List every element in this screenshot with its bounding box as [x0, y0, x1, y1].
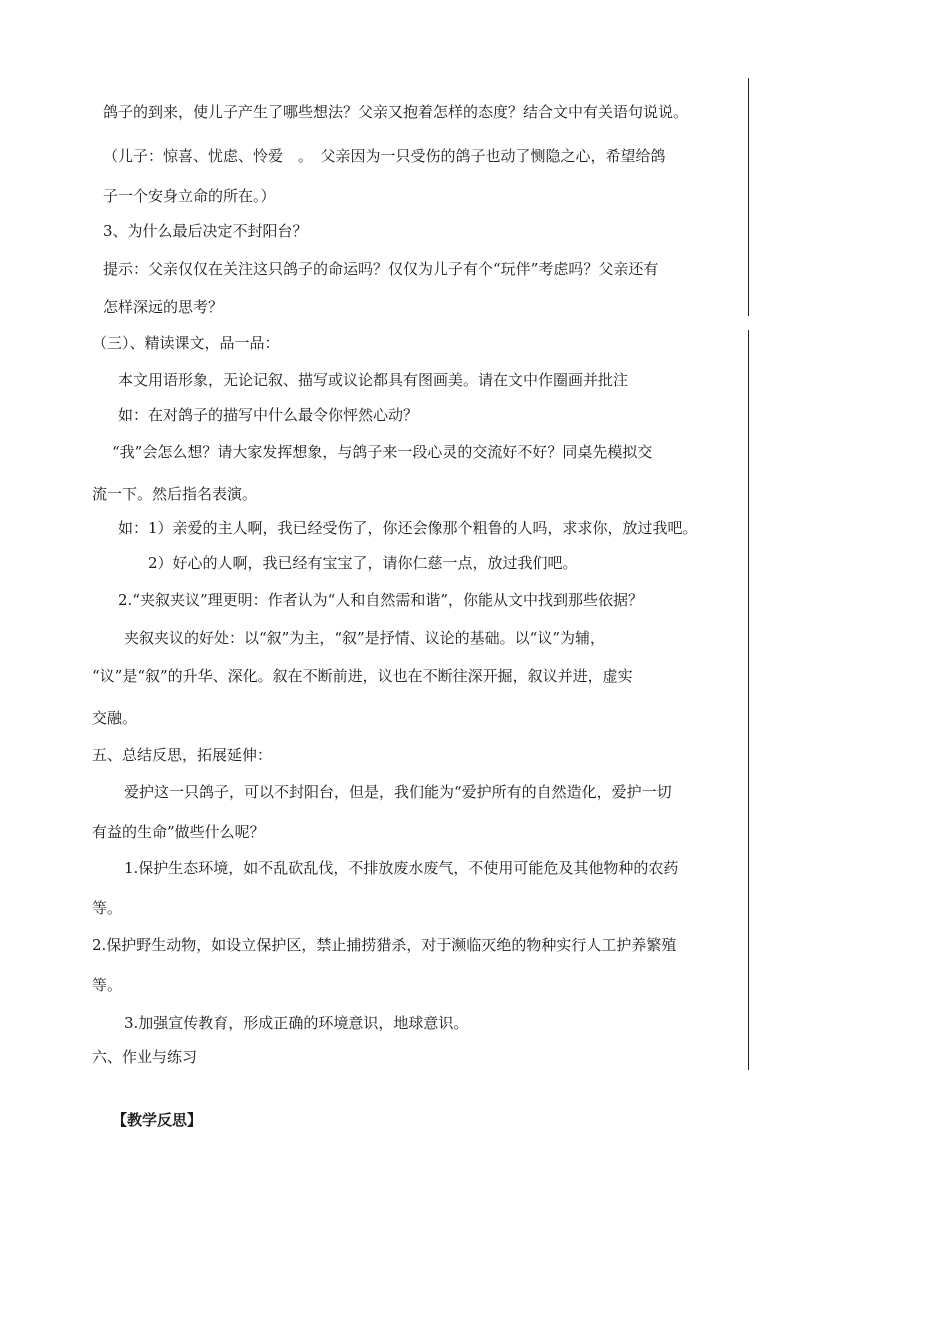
- text-line: 流一下。然后指名表演。: [92, 485, 258, 503]
- text-line: 等。: [92, 899, 123, 917]
- text-line: 交融。: [92, 709, 138, 727]
- text-line: 如：1）亲爱的主人啊，我已经受伤了，你还会像那个粗鲁的人吗，求求你，放过我吧。: [118, 519, 698, 537]
- text-line: 3.加强宣传教育，形成正确的环境意识，地球意识。: [124, 1014, 469, 1032]
- table-right-border-top: [748, 78, 749, 316]
- text-line: “议”是“叙”的升华、深化。叙在不断前进，议也在不断往深开掘，叙议并进，虚实: [92, 667, 633, 685]
- text-line: 2.“夹叙夹议”理更明：作者认为“人和自然需和谐”，你能从文中找到那些依据？: [118, 591, 643, 609]
- text-line: 2.保护野生动物，如设立保护区，禁止捕捞猎杀，对于濒临灭绝的物种实行人工护养繁殖: [92, 936, 677, 954]
- question-heading: 3、为什么最后决定不封阳台？: [103, 222, 308, 240]
- text-line: 本文用语形象，无论记叙、描写或议论都具有图画美。请在文中作圈画并批注: [118, 371, 629, 389]
- text-line: “我”会怎么想？请大家发挥想象，与鸽子来一段心灵的交流好不好？同桌先模拟交: [112, 443, 653, 461]
- text-line: 1.保护生态环境，如不乱砍乱伐，不排放废水废气，不使用可能危及其他物种的农药: [124, 859, 679, 877]
- text-line: 有益的生命”做些什么呢？: [92, 823, 265, 841]
- text-line: 爱护这一只鸽子，可以不封阳台，但是，我们能为“爱护所有的自然造化，爱护一切: [124, 783, 672, 801]
- text-line: （儿子：惊喜、忧虑、怜爱 。 父亲因为一只受伤的鸽子也动了恻隐之心，希望给鸽: [103, 147, 666, 165]
- section-heading: 五、总结反思，拓展延伸：: [92, 746, 273, 764]
- table-right-border-bottom: [748, 330, 749, 1070]
- text-line: 提示：父亲仅仅在关注这只鸽子的命运吗？仅仅为儿子有个“玩伴”考虑吗？父亲还有: [103, 260, 659, 278]
- text-line: 子一个安身立命的所在。）: [103, 187, 276, 205]
- text-line: 如：在对鸽子的描写中什么最令你怦然心动？: [118, 406, 419, 424]
- reflection-heading: 【教学反思】: [112, 1111, 203, 1129]
- section-heading: （三）、精读课文，品一品：: [92, 334, 280, 352]
- text-line: 鸽子的到来，使儿子产生了哪些想法？父亲又抱着怎样的态度？结合文中有关语句说说。: [103, 103, 689, 121]
- text-line: 2）好心的人啊，我已经有宝宝了，请你仁慈一点，放过我们吧。: [148, 554, 578, 572]
- text-line: 怎样深远的思考？: [103, 298, 224, 316]
- section-heading: 六、作业与练习: [92, 1048, 198, 1066]
- text-line: 夹叙夹议的好处：以“叙”为主，“叙”是抒情、议论的基础。以“议”为辅，: [124, 629, 606, 647]
- text-line: 等。: [92, 976, 123, 994]
